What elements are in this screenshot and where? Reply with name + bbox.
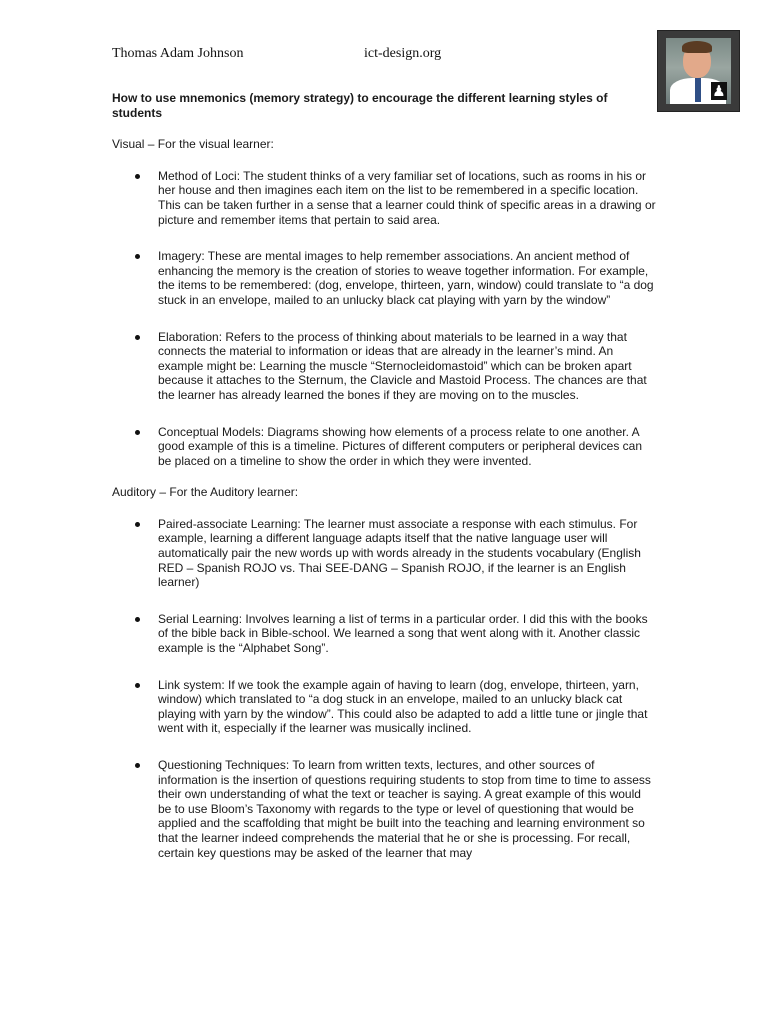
list-item-text: Serial Learning: Involves learning a list of terms in a particular order. I did this with the books of the bible back in Bible-school. We learned a song that went along with it. Another classic example is the “Alphabet Song”. [158,611,648,656]
list-item-text: Elaboration: Refers to the process of thinking about materials to be learned in a way that connects the material to information or ideas that are already in the learner’s mind. An example might be: Learning the muscle “Sternocleidomastoid” which can be broken apart because it attaches to the Sternum, the Clavicle and Mastoid Process. The chances are that the learner has already learned the bones if they are moving on to the muscles. [158,329,647,402]
pawn-icon: ♟ [712,82,726,100]
list-item [112,612,657,656]
photo-hair [682,41,712,53]
visual-list [112,169,657,469]
list-item-text: Method of Loci: The student thinks of a very familiar set of locations, such as rooms in his or her house and then imagines each item on the list to be remembered in a specific location. This can be taken further in a sense that a learner could think of specific areas in a drawing or picture and remember items that pertain to said area. [158,168,656,227]
photo-tie [695,78,701,102]
list-item-text: Paired-associate Learning: The learner must associate a response with each stimulus. For example, learning a different language adapts itself that the native language user will automatically pair the new words up with words already in the students vocabulary (English RED – Spanish ROJO vs. Thai SEE-DANG – Spanish ROJO, if the learner is an English learner) [158,516,641,590]
bullet-icon [135,430,140,435]
bullet-icon [135,617,140,622]
bullet-icon [135,683,140,688]
site-name: ict-design.org [364,46,442,61]
list-item-text: Link system: If we took the example again of having to learn (dog, envelope, thirteen, yarn, window) which translated to “a dog stuck in an envelope, mailed to an unlucky black cat playing with yarn by the window”. This could also be adapted to add a little tune or jingle that went with it, especially if the learner was musically inclined. [158,677,648,736]
list-item [112,678,657,736]
list-item [112,330,657,403]
page-header [112,46,442,62]
list-item [112,249,657,307]
bullet-icon [135,522,140,527]
list-item [112,517,657,590]
bullet-icon [135,763,140,768]
author-name: Thomas Adam Johnson [112,46,244,61]
list-item [112,169,657,227]
bullet-icon [135,254,140,259]
document-title: How to use mnemonics (memory strategy) to encourage the different learning styles of students [112,91,608,120]
list-item-text: Imagery: These are mental images to help remember associations. An ancient method of enhancing the memory is the creation of stories to weave together information. For example, the items to be remembered: (dog, envelope, thirteen, yarn, window) could translate to “a dog stuck in an envelope, mailed to an unlucky black cat playing with yarn by the window” [158,249,654,307]
auditory-list [112,517,657,860]
photo-portrait [666,38,731,104]
list-item [112,425,657,469]
list-item-text: Conceptual Models: Diagrams showing how elements of a process relate to one another. A good example of this is a timeline. Pictures of different computers or peripheral devices can be placed on a timeline to show the order in which they were invented. [158,424,643,468]
document-body [112,91,657,882]
bullet-icon [135,335,140,340]
section-heading-auditory: Auditory – For the Auditory learner: [112,485,299,500]
list-item-text: Questioning Techniques: To learn from written texts, lectures, and other sources of information is the insertion of questions requiring students to stop from time to time to assess their own understanding of what the text or teacher is saying. A great example of this would be to use Bloom’s Taxonomy with regards to the type or level of questioning that would be applied and the scaffolding that might be built into the teaching and learning environment so that the learner indeed comprehends the material that he or she is processing. For recall, certain key questions may be asked of the learner that may [158,758,651,860]
author-photo [657,30,740,112]
section-heading-visual: Visual – For the visual learner: [112,137,274,152]
bullet-icon [135,174,140,179]
list-item [112,758,657,860]
